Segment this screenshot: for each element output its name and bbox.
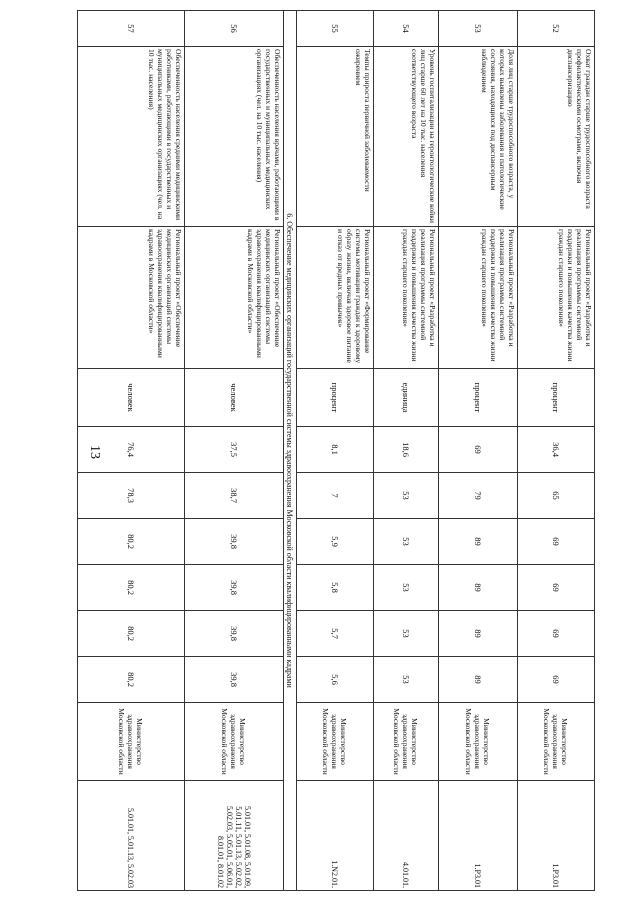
page-number: 13 — [87, 445, 102, 459]
value-cell: 36,4 — [518, 427, 595, 473]
table-row — [374, 11, 439, 891]
value-cell: 79 — [439, 473, 518, 519]
unit: человек — [78, 369, 185, 427]
section-header-row — [284, 11, 297, 891]
value-cell: 69 — [518, 519, 595, 565]
activity-code: 1.N2.01. — [297, 781, 374, 891]
value-cell: 69 — [439, 427, 518, 473]
value-cell: 39,8 — [185, 519, 284, 565]
regional-project: Региональный проект «Обеспечение медицинских организаций системы здравоохранения квалифицированными кадрами в Московской области» — [78, 227, 185, 369]
row-number: 57 — [78, 11, 185, 47]
value-cell: 39,8 — [185, 565, 284, 611]
table-row — [78, 11, 185, 891]
activity-code: 4.01.01. — [374, 781, 439, 891]
value-cell: 39,8 — [185, 611, 284, 657]
unit: процент — [297, 369, 374, 427]
value-cell: 53 — [374, 473, 439, 519]
unit: единица — [374, 369, 439, 427]
rotated-table-wrapper — [55, 10, 595, 890]
value-cell: 37,5 — [185, 427, 284, 473]
value-cell: 78,3 — [78, 473, 185, 519]
table-row — [518, 11, 595, 891]
value-cell: 8,1 — [297, 427, 374, 473]
value-cell: 69 — [518, 611, 595, 657]
indicator-name: Темпы прироста первичной заболеваемости ожирением — [297, 47, 374, 227]
regional-project: Региональный проект «Разработка и реализация программы системной поддержки и повышения качества жизни граждан старшего поколения» — [439, 227, 518, 369]
responsible-ministry: Министерство здравоохранения Московской области — [78, 703, 185, 781]
regional-project: Региональный проект «Обеспечение медицинских организаций системы здравоохранения квалифицированными кадрами в Московской области» — [185, 227, 284, 369]
row-number: 52 — [518, 11, 595, 47]
row-number: 54 — [374, 11, 439, 47]
value-cell: 5,6 — [297, 657, 374, 703]
value-cell: 18,6 — [374, 427, 439, 473]
value-cell: 89 — [439, 657, 518, 703]
value-cell: 5,7 — [297, 611, 374, 657]
value-cell: 89 — [439, 519, 518, 565]
responsible-ministry: Министерство здравоохранения Московской области — [297, 703, 374, 781]
indicator-name: Уровень госпитализации на геронтологические койки лиц старше 60 лет на 10 тыс. населения соответствующего возраста — [374, 47, 439, 227]
unit: процент — [439, 369, 518, 427]
value-cell: 53 — [374, 565, 439, 611]
indicators-table — [77, 10, 595, 891]
indicator-name: Обеспеченность населения врачами, работающими в государственных и муниципальных медицинских организациях (чел. на 10 тыс. населения) — [185, 47, 284, 227]
activity-code: 5.01.01, 5.01.13, 5.02.03 — [78, 781, 185, 891]
value-cell: 69 — [518, 565, 595, 611]
value-cell: 5,8 — [297, 565, 374, 611]
row-number: 56 — [185, 11, 284, 47]
row-number: 55 — [297, 11, 374, 47]
regional-project: Региональный проект «Формирование системы мотивации граждан к здоровому образу жизни, включая здоровое питание и отказ от вредных привычек» — [297, 227, 374, 369]
value-cell: 38,7 — [185, 473, 284, 519]
value-cell: 89 — [439, 611, 518, 657]
value-cell: 7 — [297, 473, 374, 519]
responsible-ministry: Министерство здравоохранения Московской области — [374, 703, 439, 781]
value-cell: 80,2 — [78, 657, 185, 703]
value-cell: 69 — [518, 657, 595, 703]
value-cell: 80,2 — [78, 565, 185, 611]
value-cell: 39,8 — [185, 657, 284, 703]
regional-project: Региональный проект «Разработка и реализация программы системной поддержки и повышения качества жизни граждан старшего поколения» — [518, 227, 595, 369]
table-row — [439, 11, 518, 891]
unit: человек — [185, 369, 284, 427]
section-title: 6. Обеспечение медицинских организаций государственной системы здравоохранения Московской области квалифицированными кадрами — [284, 11, 297, 891]
responsible-ministry: Министерство здравоохранения Московской области — [518, 703, 595, 781]
value-cell: 65 — [518, 473, 595, 519]
unit: процент — [518, 369, 595, 427]
value-cell: 53 — [374, 611, 439, 657]
value-cell: 76,4 — [78, 427, 185, 473]
activity-code: 1.P3.01 — [439, 781, 518, 891]
value-cell: 53 — [374, 657, 439, 703]
row-number: 53 — [439, 11, 518, 47]
regional-project: Региональный проект «Разработка и реализация программы системной поддержки и повышения качества жизни граждан старшего поколения» — [374, 227, 439, 369]
value-cell: 80,2 — [78, 519, 185, 565]
responsible-ministry: Министерство здравоохранения Московской области — [185, 703, 284, 781]
indicator-name: Доля лиц старше трудоспособного возраста, у которых выявлены заболевания и патологические состояния, находящихся под диспансерным наблюдением — [439, 47, 518, 227]
value-cell: 5,9 — [297, 519, 374, 565]
table-row — [185, 11, 284, 891]
value-cell: 89 — [439, 565, 518, 611]
table-row — [297, 11, 374, 891]
responsible-ministry: Министерство здравоохранения Московской области — [439, 703, 518, 781]
indicator-name: Охват граждан старше трудоспособного возраста профилактическими осмотрами, включая диспансеризацию — [518, 47, 595, 227]
activity-code: 5.01.01, 5.01.08, 5.01.09, 5.01.11, 5.01.13, 5.02.02, 5.02.03, 5.05.01, 5.06.01, 8.01.01, 8.01.02 — [185, 781, 284, 891]
activity-code: 1.P3.01 — [518, 781, 595, 891]
value-cell: 80,2 — [78, 611, 185, 657]
value-cell: 53 — [374, 519, 439, 565]
indicator-name: Обеспеченность населения средними медицинскими работниками, работающими в государственных и муниципальных медицинских организациях (чел. на 10 тыс. населения) — [78, 47, 185, 227]
